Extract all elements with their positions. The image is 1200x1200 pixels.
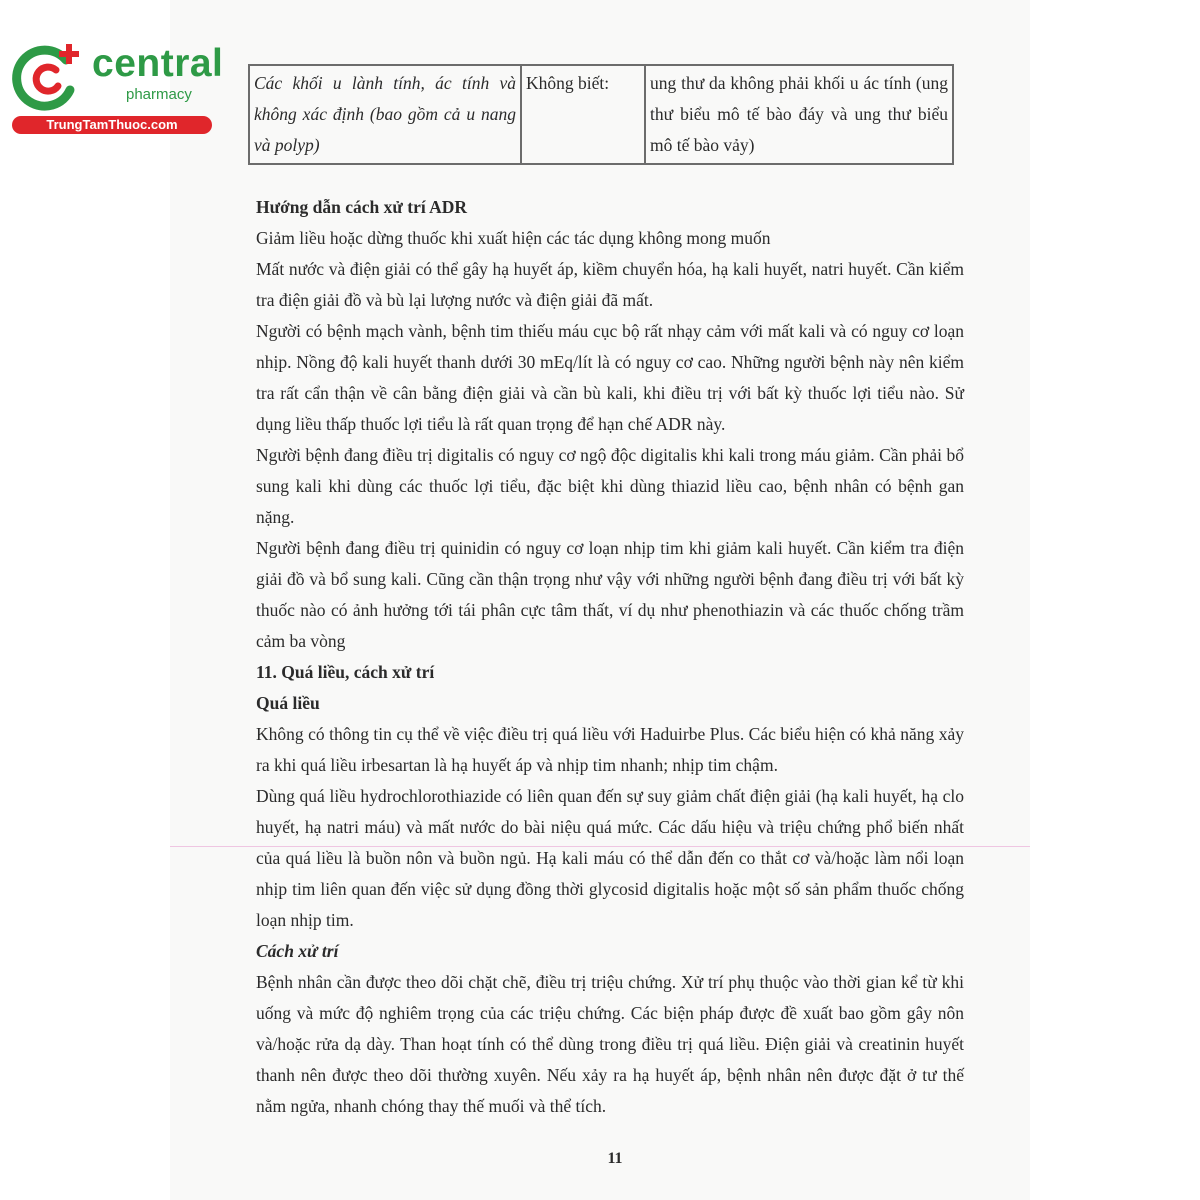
logo-brand-text: central bbox=[92, 42, 224, 85]
scan-artifact-line bbox=[170, 846, 1030, 847]
table-cell-reaction: ung thư da không phải khối u ác tính (ung thư biểu mô tế bào đáy và ung thư biểu mô tế bào vảy) bbox=[645, 65, 953, 164]
paragraph: Giảm liều hoặc dừng thuốc khi xuất hiện các tác dụng không mong muốn bbox=[256, 228, 771, 248]
document-body bbox=[256, 192, 964, 1122]
table-cell-frequency: Không biết: bbox=[521, 65, 645, 164]
adr-table bbox=[248, 64, 954, 165]
paragraph: Người bệnh đang điều trị digitalis có nguy cơ ngộ độc digitalis khi kali trong máu giảm. Cần phải bổ sung kali khi dùng các thuốc lợi tiểu, đặc biệt khi dùng thiazid liều cao, bệnh nhân có bệnh gan nặng. bbox=[256, 445, 964, 527]
table-cell-organ-class: Các khối u lành tính, ác tính và không xác định (bao gồm cả u nang và polyp) bbox=[249, 65, 521, 164]
central-pharmacy-logo bbox=[8, 38, 224, 138]
page-number: 11 bbox=[607, 1150, 623, 1167]
treatment-heading: Cách xử trí bbox=[256, 941, 339, 961]
table-row bbox=[249, 65, 953, 164]
logo-site-text: TrungTamThuoc.com bbox=[12, 116, 212, 134]
paragraph: Không có thông tin cụ thể về việc điều trị quá liều với Haduirbe Plus. Các biểu hiện có khả năng xảy ra khi quá liều irbesartan là hạ huyết áp và nhịp tim nhanh; nhịp tim chậm. bbox=[256, 724, 964, 775]
logo-sub-text: pharmacy bbox=[126, 86, 192, 103]
paragraph: Bệnh nhân cần được theo dõi chặt chẽ, điều trị triệu chứng. Xử trí phụ thuộc vào thời gian kể từ khi uống và mức độ nghiêm trọng của các triệu chứng. Các biện pháp được đề xuất bao gồm gây nôn và/hoặc rửa dạ dày. Than hoạt tính có thể dùng trong điều trị quá liều. Điện giải và creatinin huyết thanh nên được theo dõi thường xuyên. Nếu xảy ra hạ huyết áp, bệnh nhân nên được đặt ở tư thế nằm ngửa, nhanh chóng thay thế muối và thể tích. bbox=[256, 972, 964, 1116]
overdose-heading: Quá liều bbox=[256, 693, 320, 713]
section-heading: 11. Quá liều, cách xử trí bbox=[256, 662, 435, 682]
paragraph: Người bệnh đang điều trị quinidin có nguy cơ loạn nhịp tim khi giảm kali huyết. Cần kiểm tra điện giải đồ và bổ sung kali. Cũng cần thận trọng như vậy với những người bệnh đang điều trị với bất kỳ thuốc nào có ảnh hưởng tới tái phân cực tâm thất, ví dụ như phenothiazin và các thuốc chống trầm cảm ba vòng bbox=[256, 538, 964, 651]
adr-heading: Hướng dẫn cách xử trí ADR bbox=[256, 197, 468, 217]
paragraph: Dùng quá liều hydrochlorothiazide có liên quan đến sự suy giảm chất điện giải (hạ kali huyết, hạ clo huyết, hạ natri máu) và mất nước do bài niệu quá mức. Các dấu hiệu và triệu chứng phổ biến nhất của quá liều là buồn nôn và buồn ngủ. Hạ kali máu có thể dẫn đến co thắt cơ và/hoặc làm nổi loạn nhịp tim liên quan đến việc sử dụng đồng thời glycosid digitalis hoặc một số sản phẩm thuốc chống loạn nhịp tim. bbox=[256, 786, 964, 930]
paragraph: Người có bệnh mạch vành, bệnh tim thiếu máu cục bộ rất nhạy cảm với mất kali và có nguy cơ loạn nhịp. Nồng độ kali huyết thanh dưới 30 mEq/lít là có nguy cơ cao. Những người bệnh này nên kiểm tra rất cẩn thận về cân bằng điện giải và cần bù kali, khi điều trị với bất kỳ thuốc lợi tiểu nào. Sử dụng liều thấp thuốc lợi tiểu là rất quan trọng để hạn chế ADR này. bbox=[256, 321, 964, 434]
paragraph: Mất nước và điện giải có thể gây hạ huyết áp, kiềm chuyển hóa, hạ kali huyết, natri huyết. Cần kiểm tra điện giải đồ và bù lại lượng nước và điện giải đã mất. bbox=[256, 259, 964, 310]
pharmacy-cross-icon bbox=[8, 38, 88, 118]
